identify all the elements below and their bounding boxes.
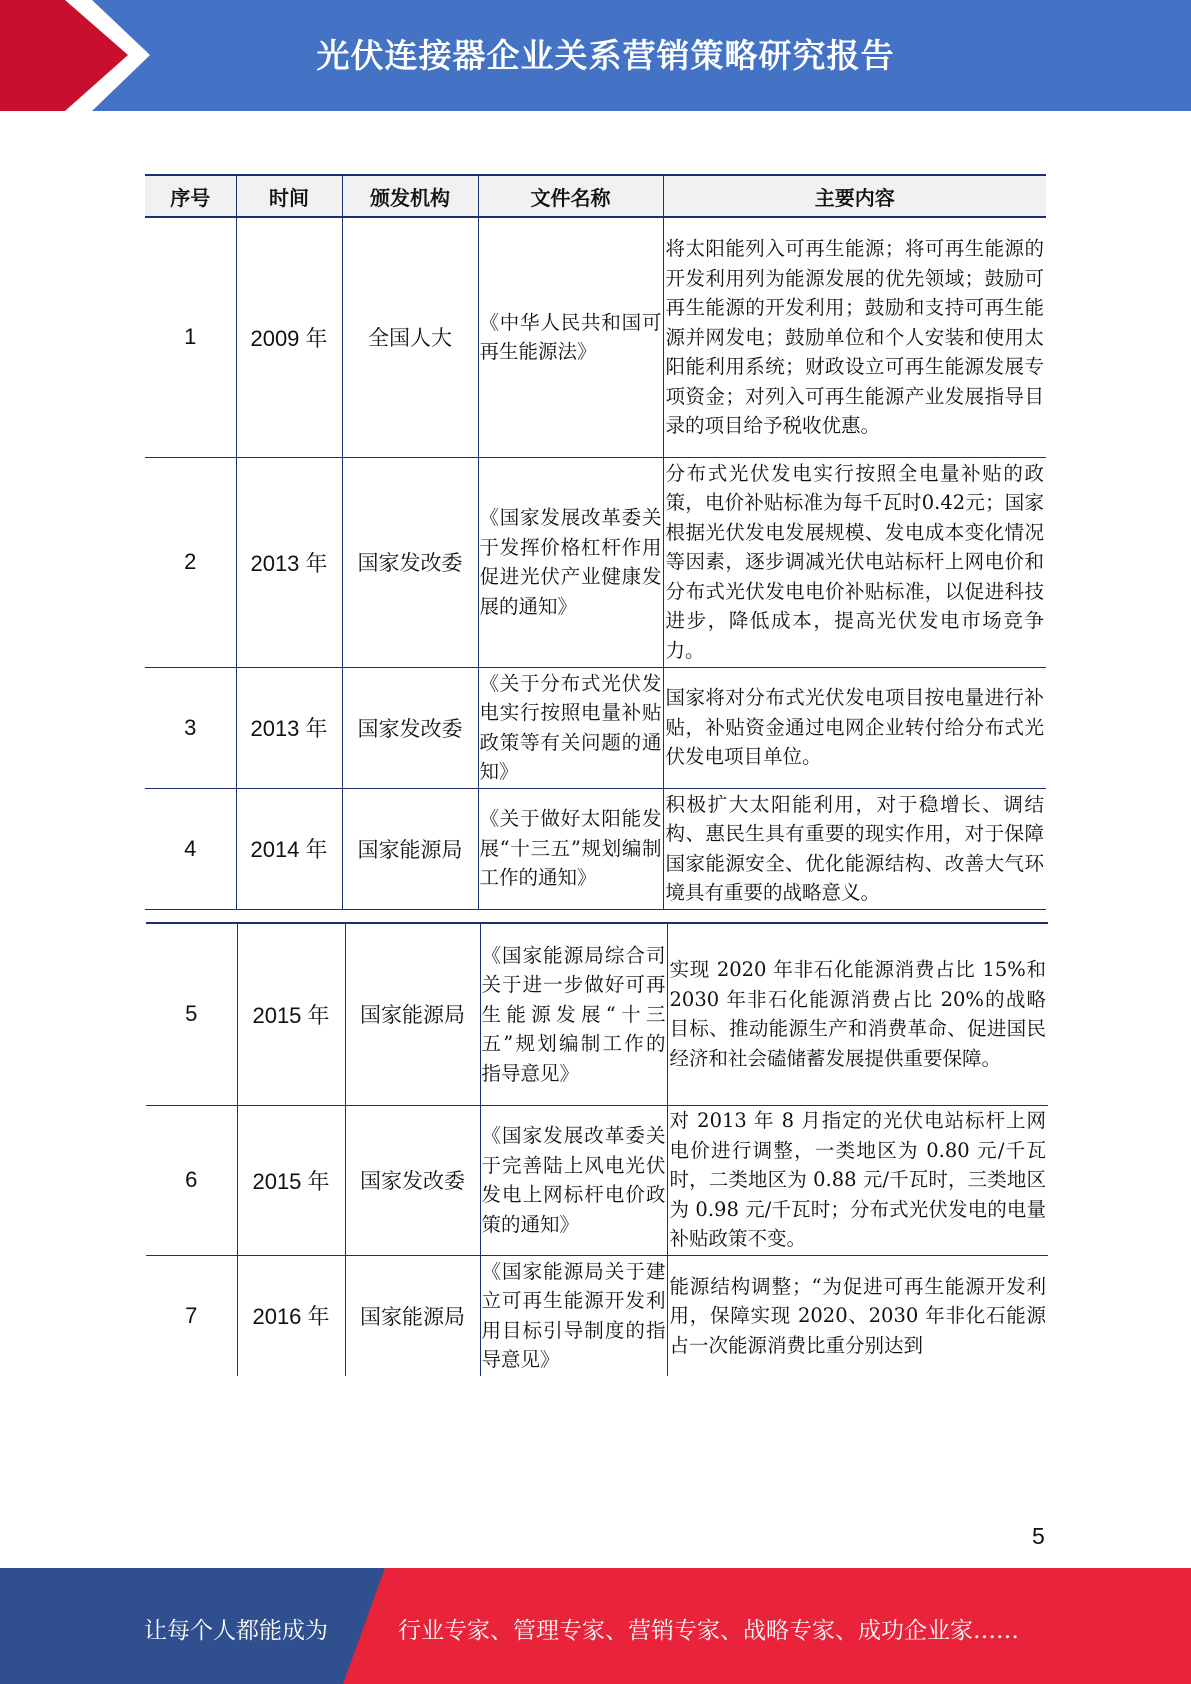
row-org: 国家发改委 <box>342 667 478 788</box>
row-num: 2 <box>145 457 236 667</box>
footer-banner <box>0 1568 1191 1684</box>
header-org: 颁发机构 <box>342 175 478 217</box>
row-content: 对 2013 年 8 月指定的光伏电站标杆上网电价进行调整，一类地区为 0.80 元/千瓦时，二类地区为 0.88 元/千瓦时，三类地区为 0.98 元/千瓦时；分布式光伏发电的电量补贴政策不变。 <box>667 1105 1048 1255</box>
row-org: 国家能源局 <box>345 923 480 1105</box>
row-content: 实现 2020 年非石化能源消费占比 15%和 2030 年非石化能源消费占比 20%的战略目标、推动能源生产和消费革命、促进国民经济和社会磕储蓄发展提供重要保障。 <box>667 923 1048 1105</box>
report-title: 光伏连接器企业关系营销策略研究报告 <box>316 36 895 75</box>
row-org: 国家发改委 <box>345 1105 480 1255</box>
row-year: 2015 年 <box>237 1105 345 1255</box>
row-doc: 《国家发展改革委关于发挥价格杠杆作用促进光伏产业健康发展的通知》 <box>478 457 663 667</box>
table-row <box>145 788 1046 909</box>
table-row <box>146 1255 1048 1376</box>
row-doc: 《关于做好太阳能发展“十三五”规划编制工作的通知》 <box>478 788 663 909</box>
row-doc: 《国家发展改革委关于完善陆上风电光伏发电上网标杆电价政策的通知》 <box>480 1105 667 1255</box>
row-doc: 《关于分布式光伏发电实行按照电量补贴政策等有关问题的通知》 <box>478 667 663 788</box>
page-number: 5 <box>1032 1523 1045 1549</box>
row-num: 3 <box>145 667 236 788</box>
footer-slogan-right: 行业专家、管理专家、营销专家、战略专家、成功企业家…… <box>398 1618 1019 1644</box>
row-year: 2013 年 <box>236 667 342 788</box>
row-org: 国家能源局 <box>342 788 478 909</box>
row-year: 2015 年 <box>237 923 345 1105</box>
row-content: 国家将对分布式光伏发电项目按电量进行补贴，补贴资金通过电网企业转付给分布式光伏发电项目单位。 <box>663 667 1046 788</box>
row-year: 2009 年 <box>236 217 342 457</box>
row-org: 国家能源局 <box>345 1255 480 1376</box>
row-content: 能源结构调整；“为促进可再生能源开发利用，保障实现 2020、2030 年非化石能源占一次能源消费比重分别达到 <box>669 1274 1046 1357</box>
header-doc: 文件名称 <box>478 175 663 217</box>
row-org: 国家发改委 <box>342 457 478 667</box>
row-content: 将太阳能列入可再生能源；将可再生能源的开发利用列为能源发展的优先领域；鼓励可再生能源的开发利用；鼓励和支持可再生能源并网发电；鼓励单位和个人安装和使用太阳能利用系统；财政设立可再生能源发展专项资金；对列入可再生能源产业发展指导目录的项目给予税收优惠。 <box>663 217 1046 457</box>
table-row <box>145 667 1046 788</box>
row-num: 4 <box>145 788 236 909</box>
table-row <box>146 1105 1048 1255</box>
row-content: 积极扩大太阳能利用，对于稳增长、调结构、惠民生具有重要的现实作用，对于保障国家能源安全、优化能源结构、改善大气环境具有重要的战略意义。 <box>663 788 1046 909</box>
row-doc: 《中华人民共和国可再生能源法》 <box>478 217 663 457</box>
row-num: 6 <box>146 1105 237 1255</box>
row-doc: 《国家能源局综合司关于进一步做好可再生能源发展“十三五”规划编制工作的指导意见》 <box>480 923 667 1105</box>
table-row <box>146 923 1048 1105</box>
row-num: 1 <box>145 217 236 457</box>
row-year: 2013 年 <box>236 457 342 667</box>
row-doc: 《国家能源局关于建立可再生能源开发利用目标引导制度的指导意见》 <box>480 1255 667 1376</box>
header-banner <box>0 0 1191 111</box>
row-year: 2014 年 <box>236 788 342 909</box>
row-org: 全国人大 <box>342 217 478 457</box>
row-num: 5 <box>146 923 237 1105</box>
table-row <box>145 217 1046 457</box>
row-year: 2016 年 <box>237 1255 345 1376</box>
row-content: 分布式光伏发电实行按照全电量补贴的政策，电价补贴标准为每千瓦时0.42元；国家根据光伏发电发展规模、发电成本变化情况等因素，逐步调减光伏电站标杆上网电价和分布式光伏发电电价补贴标准，以促进科技进步，降低成本，提高光伏发电市场竞争力。 <box>663 457 1046 667</box>
header-content: 主要内容 <box>663 175 1046 217</box>
table-header-row <box>145 175 1046 217</box>
policy-table-part-1 <box>145 174 1046 910</box>
footer-slogan-left: 让每个人都能成为 <box>144 1618 328 1644</box>
header-num: 序号 <box>145 175 236 217</box>
row-num: 7 <box>146 1255 237 1376</box>
table-row <box>145 457 1046 667</box>
policy-table-part-2 <box>146 922 1048 1376</box>
header-year: 时间 <box>236 175 342 217</box>
